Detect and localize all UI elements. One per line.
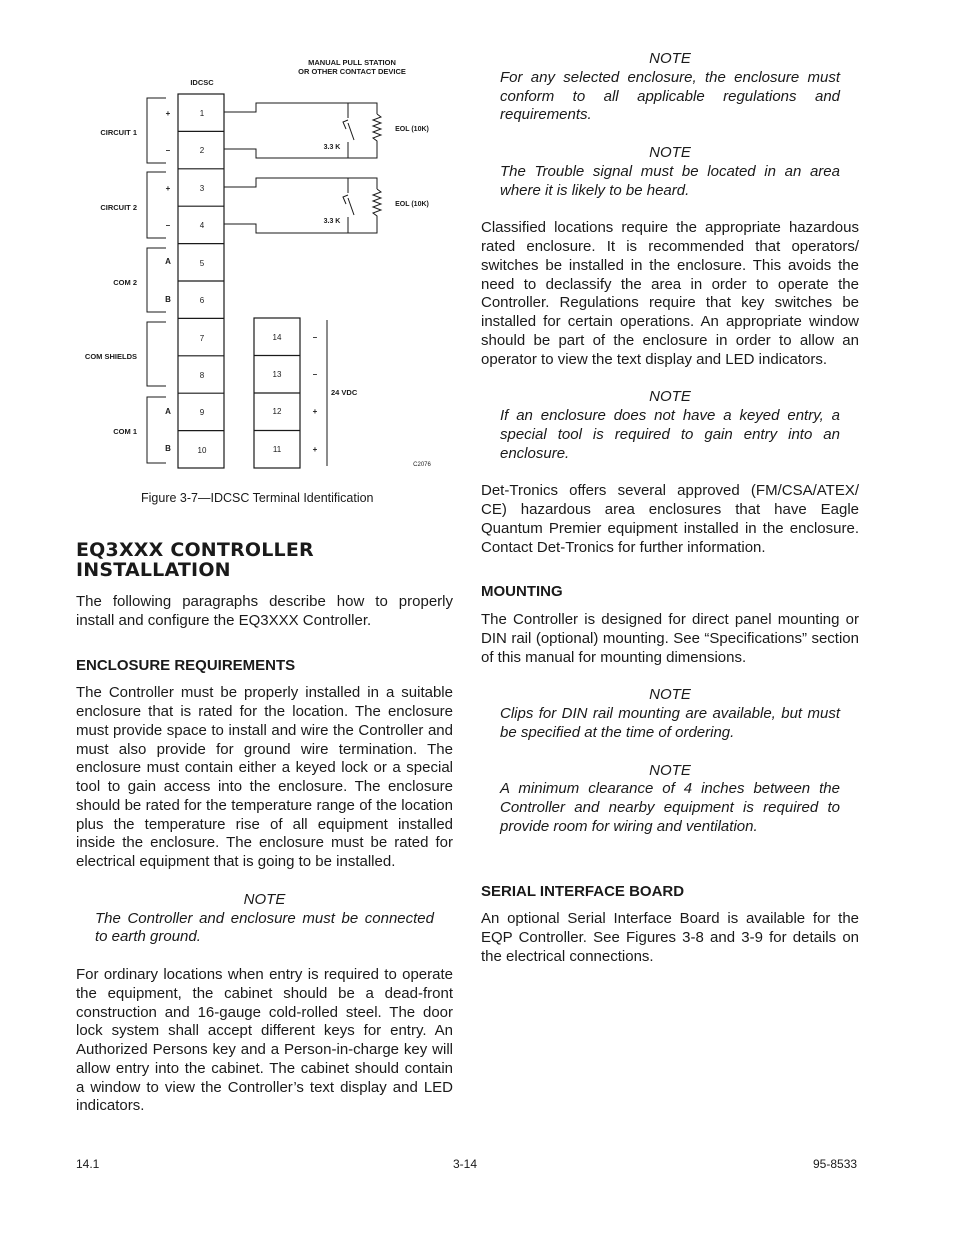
power-mark-14: – <box>312 333 318 342</box>
note-title: NOTE <box>649 761 691 779</box>
circuit-2-device-wiring <box>224 178 381 233</box>
group-circuit-1: CIRCUIT 1 <box>100 128 137 137</box>
note-body: If an enclosure does not have a keyed entry, a special tool is required to gain entry into an enclosure. <box>500 407 840 462</box>
circuit-1-device-wiring <box>224 103 381 158</box>
note-body: The Trouble signal must be located in an area where it is likely to be heard. <box>500 162 840 199</box>
right-column <box>481 50 859 967</box>
resistor-label-1: 3.3 K <box>323 144 341 151</box>
serial-paragraph: An optional Serial Interface Board is available for the EQP Controller. See Figures 3-8 and 3-9 for details on the electrical connections. <box>481 910 859 965</box>
mark-com2-b: B <box>165 295 171 304</box>
idcsc-header: IDCSC <box>190 78 214 87</box>
footer-revision: 14.1 <box>76 1157 100 1171</box>
terminal-9: 9 <box>199 408 205 417</box>
figure-code: C2076 <box>413 462 431 468</box>
group-com-shields: COM SHIELDS <box>84 352 137 361</box>
left-column <box>76 540 453 1116</box>
enclosure-heading: ENCLOSURE REQUIREMENTS <box>76 656 296 674</box>
note-body: A minimum clearance of 4 inches between the Controller and nearby equipment is required to provide room for wiring and ventilation. <box>500 780 840 835</box>
footer-page-number: 3-14 <box>453 1157 478 1171</box>
idcsc-terminal-diagram <box>70 50 460 480</box>
mark-com2-a: A <box>165 257 171 266</box>
power-label: 24 VDC <box>331 388 358 397</box>
power-mark-11: + <box>312 445 318 454</box>
section-title-line2: INSTALLATION <box>76 559 231 581</box>
group-brackets <box>147 98 166 463</box>
note-din-clips <box>500 686 840 742</box>
terminal-2: 2 <box>199 146 205 155</box>
terminal-12: 12 <box>272 407 282 416</box>
terminal-14: 14 <box>272 333 282 342</box>
footer-document-number: 95-8533 <box>813 1157 858 1171</box>
note-title: NOTE <box>649 144 691 161</box>
classified-paragraph: Classified locations require the appropriate hazardous rated enclosure. It is recommended that operators/ switches be installed in the enclosure. This avoids the need to declassify the area in order to operate the Controller. Regulations require that key switches be installed for certain operations. An appropriate window should be part of the enclosure in order to allow an operator to view the text display and LED indicators. <box>481 219 859 368</box>
group-circuit-2: CIRCUIT 2 <box>100 203 137 212</box>
terminal-6: 6 <box>199 296 205 305</box>
note-special-tool <box>500 388 840 463</box>
terminal-11: 11 <box>272 445 282 454</box>
note-body: The Controller and enclosure must be connected to earth ground. <box>95 909 434 946</box>
note-earth-ground <box>95 891 434 947</box>
note-title: NOTE <box>243 890 286 908</box>
power-mark-12: + <box>312 407 318 416</box>
resistor-label-2: 3.3 K <box>323 218 341 225</box>
eol-label-2: EOL (10K) <box>395 201 429 208</box>
terminal-4: 4 <box>199 221 205 230</box>
power-mark-13: – <box>312 370 318 379</box>
mounting-paragraph: The Controller is designed for direct panel mounting or DIN rail (optional) mounting. See “Specifications” section of this manual for mounting dimensions. <box>481 611 859 666</box>
serial-heading: SERIAL INTERFACE BOARD <box>481 882 685 900</box>
terminal-13: 13 <box>272 370 282 379</box>
terminal-7: 7 <box>199 334 205 343</box>
terminal-1: 1 <box>199 109 205 118</box>
det-tronics-paragraph: Det-Tronics offers several approved (FM/CSA/ATEX/ CE) hazardous area enclosures that have Eagle Quantum Premier equipment installed in the enclosure. Contact Det-Tronics for further information. <box>481 482 859 556</box>
eol-label-1: EOL (10K) <box>395 126 429 133</box>
mark-circuit1-plus: + <box>165 109 171 118</box>
device-header-line2: OR OTHER CONTACT DEVICE <box>298 67 406 76</box>
note-clearance <box>500 762 840 837</box>
terminal-5: 5 <box>199 259 205 268</box>
mark-com1-a: A <box>165 407 171 416</box>
group-com-1: COM 1 <box>113 427 137 436</box>
mark-com1-b: B <box>165 444 171 453</box>
figure-caption: Figure 3-7—IDCSC Terminal Identification <box>141 491 374 505</box>
note-trouble-signal <box>500 144 840 200</box>
note-body: Clips for DIN rail mounting are available, but must be specified at the time of ordering. <box>500 705 840 741</box>
enclosure-paragraph-1: The Controller must be properly installed in a suitable enclosure that is rated for the location. The enclosure must provide space to install and wire the Controller and must also provide for ground wire termination. The enclosure must contain either a keyed lock or a special tool to gain access into the enclosure. The enclosure should be rated for the temperature range of the location plus the temperature rise of all equipment installed inside the enclosure. The enclosure must be rated for electrical equipment that is going to be installed. <box>76 684 453 870</box>
note-body: For any selected enclosure, the enclosure must conform to all applicable regulations and requirements. <box>500 68 840 124</box>
device-header-line1: MANUAL PULL STATION <box>308 58 396 67</box>
note-title: NOTE <box>649 388 691 406</box>
section-title-line1: EQ3XXX CONTROLLER <box>76 539 314 561</box>
mark-circuit2-minus: – <box>165 221 171 230</box>
terminal-3: 3 <box>199 184 205 193</box>
intro-paragraph: The following paragraphs describe how to properly install and configure the EQ3XXX Controller. <box>76 593 453 629</box>
enclosure-paragraph-2: For ordinary locations when entry is required to operate the equipment, the cabinet should be a dead-front construction and 16-gauge cold-rolled steel. The door lock system shall accept different keys for entry. An Authorized Persons key and a Person-in-charge key will allow entry into the cabinet. The cabinet should contain a window to view the Controller’s text display and LED indicators. <box>76 966 453 1115</box>
mark-circuit1-minus: – <box>165 146 171 155</box>
note-title: NOTE <box>649 686 691 704</box>
section-title <box>76 540 453 580</box>
mark-circuit2-plus: + <box>165 184 171 193</box>
terminal-8: 8 <box>199 371 205 380</box>
terminal-10: 10 <box>197 446 207 455</box>
mounting-heading: MOUNTING <box>481 583 563 601</box>
note-title: NOTE <box>649 50 691 67</box>
note-regulations <box>500 50 840 125</box>
group-com-2: COM 2 <box>113 278 137 287</box>
